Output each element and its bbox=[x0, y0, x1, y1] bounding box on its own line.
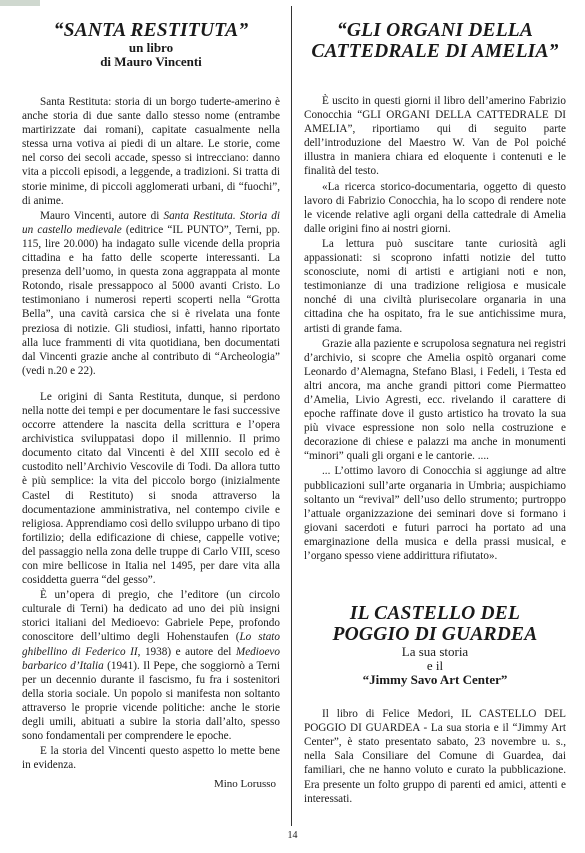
paragraph: È uscito in questi giorni il libro dell’amerino Fabrizio Conocchia “GLI ORGANI DELLA CATTEDRALE DI AMELIA”, riportiamo qui di seguito parte dell’introduzione del Maestro W. Van de Pol poiché illustra in maniera chiara ed eloquente i contenuti e le finalità del testo. bbox=[304, 95, 566, 178]
paragraph: La lettura può suscitare tante curiosità agli appassionati: si scoprono infatti notizie del tutto sconosciute, nomi di artisti e artigiani noti e non, testimonianze di una tradizione religiosa e musicale nonché di una civiltà plurisecolare organaria in una cittadina che ha ospitato, fra le sue antichissime mura, artisti di grande fama. bbox=[304, 237, 566, 335]
title-line: “GLI ORGANI DELLA bbox=[336, 20, 534, 41]
book-title: Lo stato ghibellino di Federico II bbox=[22, 631, 280, 658]
article-title bbox=[304, 603, 566, 645]
right-column bbox=[304, 0, 566, 806]
paragraph: «La ricerca storico-documentaria, oggetto di questo lavoro di Fabrizio Conocchia, ha lo scopo di rendere note le vicende relative agli organi della cattedrale di Amelia dalle origini fino ai nostri giorni. bbox=[304, 180, 566, 235]
title-line: POGGIO DI GUARDEA bbox=[332, 624, 538, 646]
paragraph: Il libro di Felice Medori, IL CASTELLO DEL POGGIO DI GUARDEA - La sua storia e il “Jimmy Art Center”, è stato presentato sabato, 23 novembre u. s., nella Sala Consiliare del Comune di Guardea, dai familiari, che ne hanno voluto e curato la pubblicazione. Era presente un folto gruppo di parenti ed amici, attenti e interessati. bbox=[304, 708, 566, 805]
text-run: Mauro Vincenti, autore di bbox=[40, 209, 164, 222]
book-title: Santa Restituta. Storia di un castello medievale bbox=[22, 209, 280, 236]
text-run: (1941). Il Pepe, che soggiornò a Terni per un decennio durante il fascismo, fu fra i sostenitori della storia sociale. Un popolo si manifesta non soltanto attraverso le proprie vicende politiche: anche le storie degli umili, abituati a subire la storia dall’alto, spesso sono fondamentali per comprendere le epoche. bbox=[22, 659, 281, 743]
article-body bbox=[304, 707, 566, 806]
paragraph: ... L’ottimo lavoro di Conocchia si aggiunge ad altre pubblicazioni sull’arte organaria in Umbria; auspichiamo soltanto un “revival” dell’uso dello strumento; purtroppo l’attuale organizzazione dei seminari dove si formano i giovani sacerdoti e futuri parroci ha portato ad una emarginazione della musica e della prassi musical, e l’organo spesso viene addirittura rifiutato». bbox=[304, 465, 566, 562]
article-body bbox=[22, 95, 280, 772]
paragraph: Le origini di Santa Restituta, dunque, si perdono nella notte dei tempi e per documentare le fasi successive occorre attendere la nascita della scrittura e l’opera archivistica sviluppatasi dopo il millennio. Il primo documento citato dal Vincenti è del XIII secolo ed è custodito nell’Archivio Vescovile di Todi. Da allora tutto è più semplice: la vita del piccolo borgo (inizialmente Castel di Restituto) si snoda attraverso la documentazione amministrativa, nel contempo civile e religiosa. Apprendiamo così dello sviluppo urbano di tipo fortilizio; della edificazione di chiese, cappelle votive; del passaggio nella zona delle truppe di Carlo VIII, sceso con mire bellicose in Italia nel 1495, per dare vita alla cosiddetta guerra “del gesso”. bbox=[22, 390, 280, 587]
paragraph bbox=[22, 588, 280, 743]
book-title: Medioevo barbarico d’Italia bbox=[22, 645, 280, 672]
left-article bbox=[22, 0, 280, 790]
title-line: CATTEDRALE DI AMELIA” bbox=[311, 41, 559, 62]
article-title: “SANTA RESTITUTA” bbox=[53, 20, 249, 41]
text-run: È un’opera di pregio, che l’editore (un circolo culturale di Terni) ha dedicato ad uno dei più insigni storici italiani del Medioevo: Gabriele Pepe, profondo conoscitore dell’ultimo degli Hohenstaufen ( bbox=[22, 589, 280, 644]
article-author: di Mauro Vincenti bbox=[100, 54, 202, 69]
author-signature: Mino Lorusso bbox=[213, 778, 276, 791]
paragraph bbox=[22, 209, 280, 378]
text-run: , 1938) e autore del bbox=[137, 645, 236, 658]
page-number: 14 bbox=[287, 830, 298, 841]
paragraph: Santa Restituta: storia di un borgo tuderte-amerino è anche storia di due sante dallo stesso nome (entrambe martirizzate dai romani), capitate casualmente nella stessa urna votiva ai piedi di un altare. Le storie, come nel corso dei secoli accade, spesso si intrecciano: danno vita a piccoli episodi, a leggende, a tradizioni. Si tratta di storie minime, di piccoli agglomerati urbani, di “fuochi”, di anime. bbox=[22, 96, 280, 207]
article-title bbox=[304, 20, 566, 62]
title-line: IL CASTELLO DEL bbox=[349, 603, 521, 625]
text-run: (editrice “IL PUNTO”, Terni, pp. 115, lire 20.000) ha indagato sulle vicende della propria cittadina e ha fatto delle scoperte interessanti. La presenza dell’uomo, in questa zona aggrappata al monte Rotondo, risale pressappoco al 5000 avanti Cristo. Lo testimoniano i numerosi reperti scoperti nella “Grotta Bella”, una cavità carsica che si è rivelata una fonte preziosa di notizie. Gli studiosi, infatti, hanno riportato alla luce frammenti di vita quotidiana, ben documentati dal Vincenti grazie anche al contributo di “Archeologia” (vedi n.20 e 22). bbox=[22, 223, 280, 377]
article-subtitle: e il bbox=[426, 658, 444, 674]
column-divider bbox=[291, 6, 292, 826]
paragraph: Grazie alla paziente e scrupolosa segnatura nei registri d’archivio, si scopre che Amelia ospitò organari come Leonardo d’Alemagna, Stefano Blasi, i Fedeli, i Testa ed altri ancora, ma anche grandi pittori come Piermatteo d’Amelia, Livio Agresti, ecc. rivelando il carattere di epoche raffinate dove il gusto artistico ha trovato la sua più vivace espressione non solo nella costruzione e decorazione di chiese e palazzi ma anche in monumenti “minori” quali gli organi e le cantorie. .... bbox=[304, 337, 566, 463]
article-subtitle: un libro bbox=[128, 40, 174, 55]
article-subtitle: La sua storia bbox=[401, 644, 469, 660]
article-subtitle: “Jimmy Savo Art Center” bbox=[362, 672, 508, 688]
article-body bbox=[304, 94, 566, 563]
paragraph: E la storia del Vincenti questo aspetto lo mette bene in evidenza. bbox=[22, 745, 280, 772]
